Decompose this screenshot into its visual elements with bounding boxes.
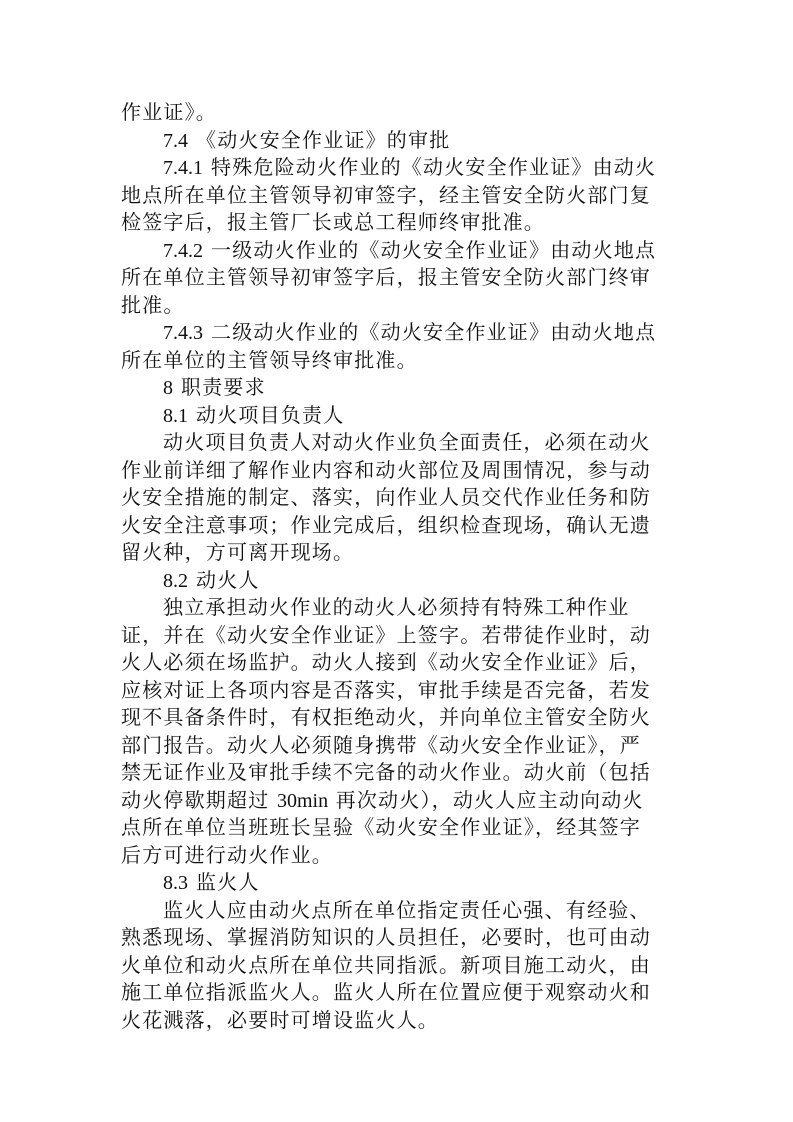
- line-text: 所在单位主管领导初审签字后，报主管安全防火部门终审: [121, 265, 651, 289]
- text-line: [121, 732, 666, 760]
- section-title: 《动火安全作业证》的审批: [196, 127, 451, 152]
- document-page: [121, 99, 666, 1034]
- text-line: [121, 539, 666, 567]
- text-line: [121, 924, 666, 952]
- line-text: 地点所在单位主管领导初审签字，经主管安全防火部门复: [121, 182, 651, 207]
- clause-7-4-2: [121, 237, 666, 265]
- paragraph-start: [121, 594, 666, 622]
- text-line: [121, 952, 666, 980]
- section-title: 监火人: [196, 870, 260, 894]
- line-text: 火花溅落，必要时可增设监火人。: [121, 1007, 439, 1032]
- text-line: [121, 512, 666, 540]
- line-text: 火人必须在场监护。动火人接到《动火安全作业证》后，: [121, 650, 651, 674]
- line-text: 熟悉现场、掌握消防知识的人员担任，必要时，也可由动: [121, 925, 651, 949]
- line-text: 监火人应由动火点所在单位指定责任心强、有经验、: [163, 897, 651, 922]
- section-heading-8-2: [121, 567, 666, 595]
- section-number: 7.4.1: [163, 157, 203, 179]
- line-text: 动火停歇期超过: [121, 787, 270, 812]
- section-number: 8.3: [163, 872, 188, 894]
- line-text: 独立承担动火作业的动火人必须持有特殊工种作业: [163, 595, 630, 619]
- text-line: [121, 99, 666, 127]
- line-text: 点所在单位当班班长呈验《动火安全作业证》，经其签字: [121, 815, 641, 839]
- paragraph-start: [121, 429, 666, 457]
- text-line: [121, 347, 666, 375]
- line-text: 火安全措施的制定、落实，向作业人员交代作业任务和防: [121, 485, 651, 509]
- text-line: [121, 842, 666, 870]
- text-line: [121, 182, 666, 210]
- line-text: 应核对证上各项内容是否落实，审批手续是否完备，若发: [121, 677, 651, 702]
- line-text: 现不具备条件时，有权拒绝动火，并向单位主管安全防火: [121, 705, 651, 729]
- text-line: [121, 484, 666, 512]
- text-line: [121, 1007, 666, 1035]
- clause-7-4-1: [121, 154, 666, 182]
- line-text: 留火种，方可离开现场。: [121, 540, 355, 564]
- line-text: 特殊危险动火作业的《动火安全作业证》由动火: [211, 155, 657, 179]
- line-text: 二级动火作业的《动火安全作业证》由动火地点: [211, 320, 657, 344]
- text-line: [121, 677, 666, 705]
- section-number: 8: [163, 377, 173, 399]
- section-number: 7.4.3: [163, 322, 203, 344]
- clause-7-4-3: [121, 319, 666, 347]
- text-line: [121, 649, 666, 677]
- text-line: [121, 979, 666, 1007]
- paragraph-start: [121, 897, 666, 925]
- line-text: 证，并在《动火安全作业证》上签字。若带徒作业时，动: [121, 622, 651, 647]
- line-text: 批准。: [121, 292, 185, 317]
- line-text: 禁无证作业及审批手续不完备的动火作业。动火前（包括: [121, 760, 651, 784]
- line-text: 检签字后，报主管厂长或总工程师终审批准。: [121, 210, 545, 234]
- section-title: 职责要求: [181, 375, 266, 399]
- line-text: 作业证》。: [121, 100, 217, 124]
- text-line: [121, 814, 666, 842]
- section-heading-7-4: [121, 127, 666, 155]
- line-text: 所在单位的主管领导终审批准。: [121, 347, 418, 372]
- line-text: 施工单位指派监火人。监火人所在位置应便于观察动火和: [121, 980, 651, 1004]
- text-line: [121, 759, 666, 787]
- text-line: [121, 622, 666, 650]
- text-line: [121, 457, 666, 485]
- line-text: 一级动火作业的《动火安全作业证》由动火地点: [211, 237, 657, 262]
- section-number: 7.4: [163, 129, 188, 152]
- line-text: 动火项目负责人对动火作业负全面责任，必须在动火: [163, 430, 651, 454]
- section-title: 动火人: [196, 567, 260, 592]
- line-text: 后方可进行动火作业。: [121, 842, 333, 867]
- text-line: [121, 704, 666, 732]
- text-line: [121, 787, 666, 815]
- text-line: [121, 264, 666, 292]
- section-heading-8-3: [121, 869, 666, 897]
- section-number: 8.2: [163, 569, 188, 592]
- text-line: [121, 292, 666, 320]
- line-text: 火单位和动火点所在单位共同指派。新项目施工动火，由: [121, 952, 651, 977]
- line-text: 再次动火），动火人应主动向动火: [335, 787, 644, 812]
- line-text: 火安全注意事项；作业完成后，组织检查现场，确认无遗: [121, 512, 651, 537]
- section-heading-8-1: [121, 402, 666, 430]
- line-text: 作业前详细了解作业内容和动火部位及周围情况，参与动: [121, 457, 651, 482]
- section-title: 动火项目负责人: [196, 402, 345, 427]
- section-heading-8: [121, 374, 666, 402]
- duration-value: 30min: [276, 789, 329, 812]
- section-number: 7.4.2: [163, 239, 203, 262]
- line-text: 部门报告。动火人必须随身携带《动火安全作业证》，严: [121, 732, 641, 757]
- section-number: 8.1: [163, 404, 188, 427]
- text-line: [121, 209, 666, 237]
